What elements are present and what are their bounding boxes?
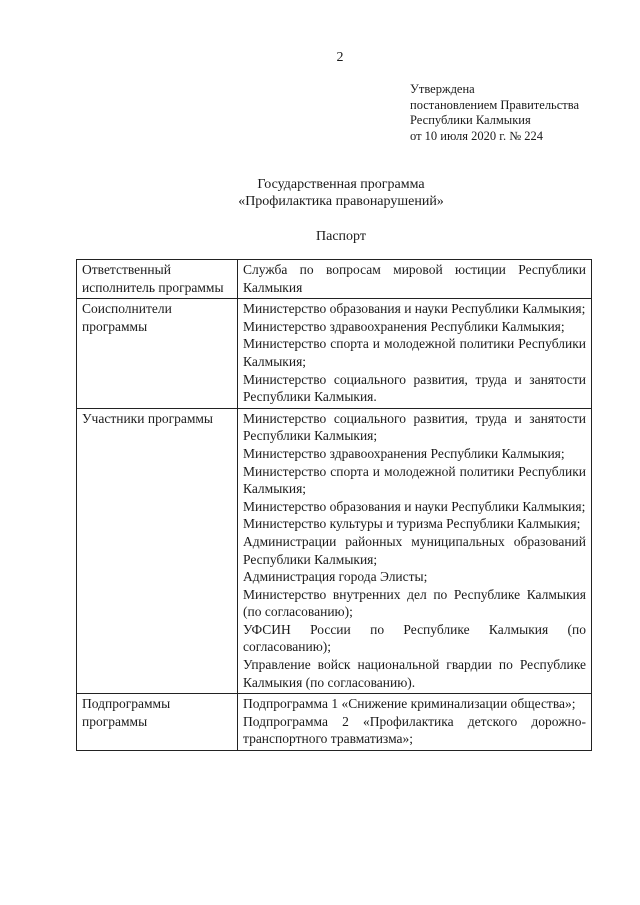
approval-line: Утверждена bbox=[410, 82, 475, 96]
list-item: Администрация города Элисты; bbox=[243, 569, 428, 585]
row-value bbox=[238, 408, 592, 694]
list-item: Министерство здравоохранения Республики Калмыкия; bbox=[243, 318, 565, 334]
approval-line: постановлением Правительства bbox=[410, 97, 580, 112]
list-item: Министерство спорта и молодежной политики Республики Калмыкия; bbox=[243, 336, 586, 369]
table-row bbox=[77, 299, 592, 409]
row-label: Соисполнители программы bbox=[77, 299, 238, 409]
approval-stamp bbox=[410, 82, 579, 144]
table-row bbox=[77, 694, 592, 751]
title-line: Государственная программа bbox=[257, 177, 425, 192]
list-item: Администрации районных муниципальных образований Республики Калмыкия; bbox=[243, 533, 586, 567]
passport-table bbox=[76, 259, 592, 751]
list-item: Служба по вопросам мировой юстиции Республики Калмыкия bbox=[243, 262, 586, 295]
list-item: Подпрограмма 2 «Профилактика детского дорожно-транспортного травматизма»; bbox=[243, 713, 586, 747]
list-item: Подпрограмма 1 «Снижение криминализации общества»; bbox=[243, 696, 576, 712]
list-item: Министерство внутренних дел по Республике Калмыкия (по согласованию); bbox=[243, 586, 586, 620]
list-item: Министерство социального развития, труда и занятости Республики Калмыкия. bbox=[243, 371, 586, 405]
approval-line: от 10 июля 2020 г. № 224 bbox=[410, 128, 544, 143]
table-row bbox=[77, 408, 592, 694]
document-title bbox=[0, 176, 640, 210]
row-value bbox=[238, 299, 592, 409]
approval-line: Республики Калмыкия bbox=[410, 113, 531, 127]
list-item: Министерство социального развития, труда и занятости Республики Калмыкия; bbox=[243, 410, 586, 444]
list-item: Министерство образования и науки Республики Калмыкия; bbox=[243, 301, 586, 317]
list-item: Министерство здравоохранения Республики Калмыкия; bbox=[243, 445, 565, 461]
page-number: 2 bbox=[336, 50, 344, 65]
row-label: Ответственный исполнитель программы bbox=[77, 260, 238, 299]
table-row bbox=[77, 260, 592, 299]
row-label: Подпрограммы программы bbox=[77, 694, 238, 751]
list-item: Министерство спорта и молодежной политики Республики Калмыкия; bbox=[243, 463, 586, 497]
row-value bbox=[238, 260, 592, 299]
title-line: «Профилактика правонарушений» bbox=[238, 194, 444, 209]
list-item: Министерство образования и науки Республики Калмыкия; bbox=[243, 498, 586, 514]
list-item: Управление войск национальной гвардии по Республике Калмыкия (по согласованию). bbox=[243, 657, 586, 690]
passport-heading: Паспорт bbox=[316, 229, 366, 244]
row-label: Участники программы bbox=[77, 408, 238, 694]
list-item: УФСИН России по Республике Калмыкия (по согласованию); bbox=[243, 621, 586, 655]
list-item: Министерство культуры и туризма Республики Калмыкия; bbox=[243, 516, 581, 532]
row-value bbox=[238, 694, 592, 751]
